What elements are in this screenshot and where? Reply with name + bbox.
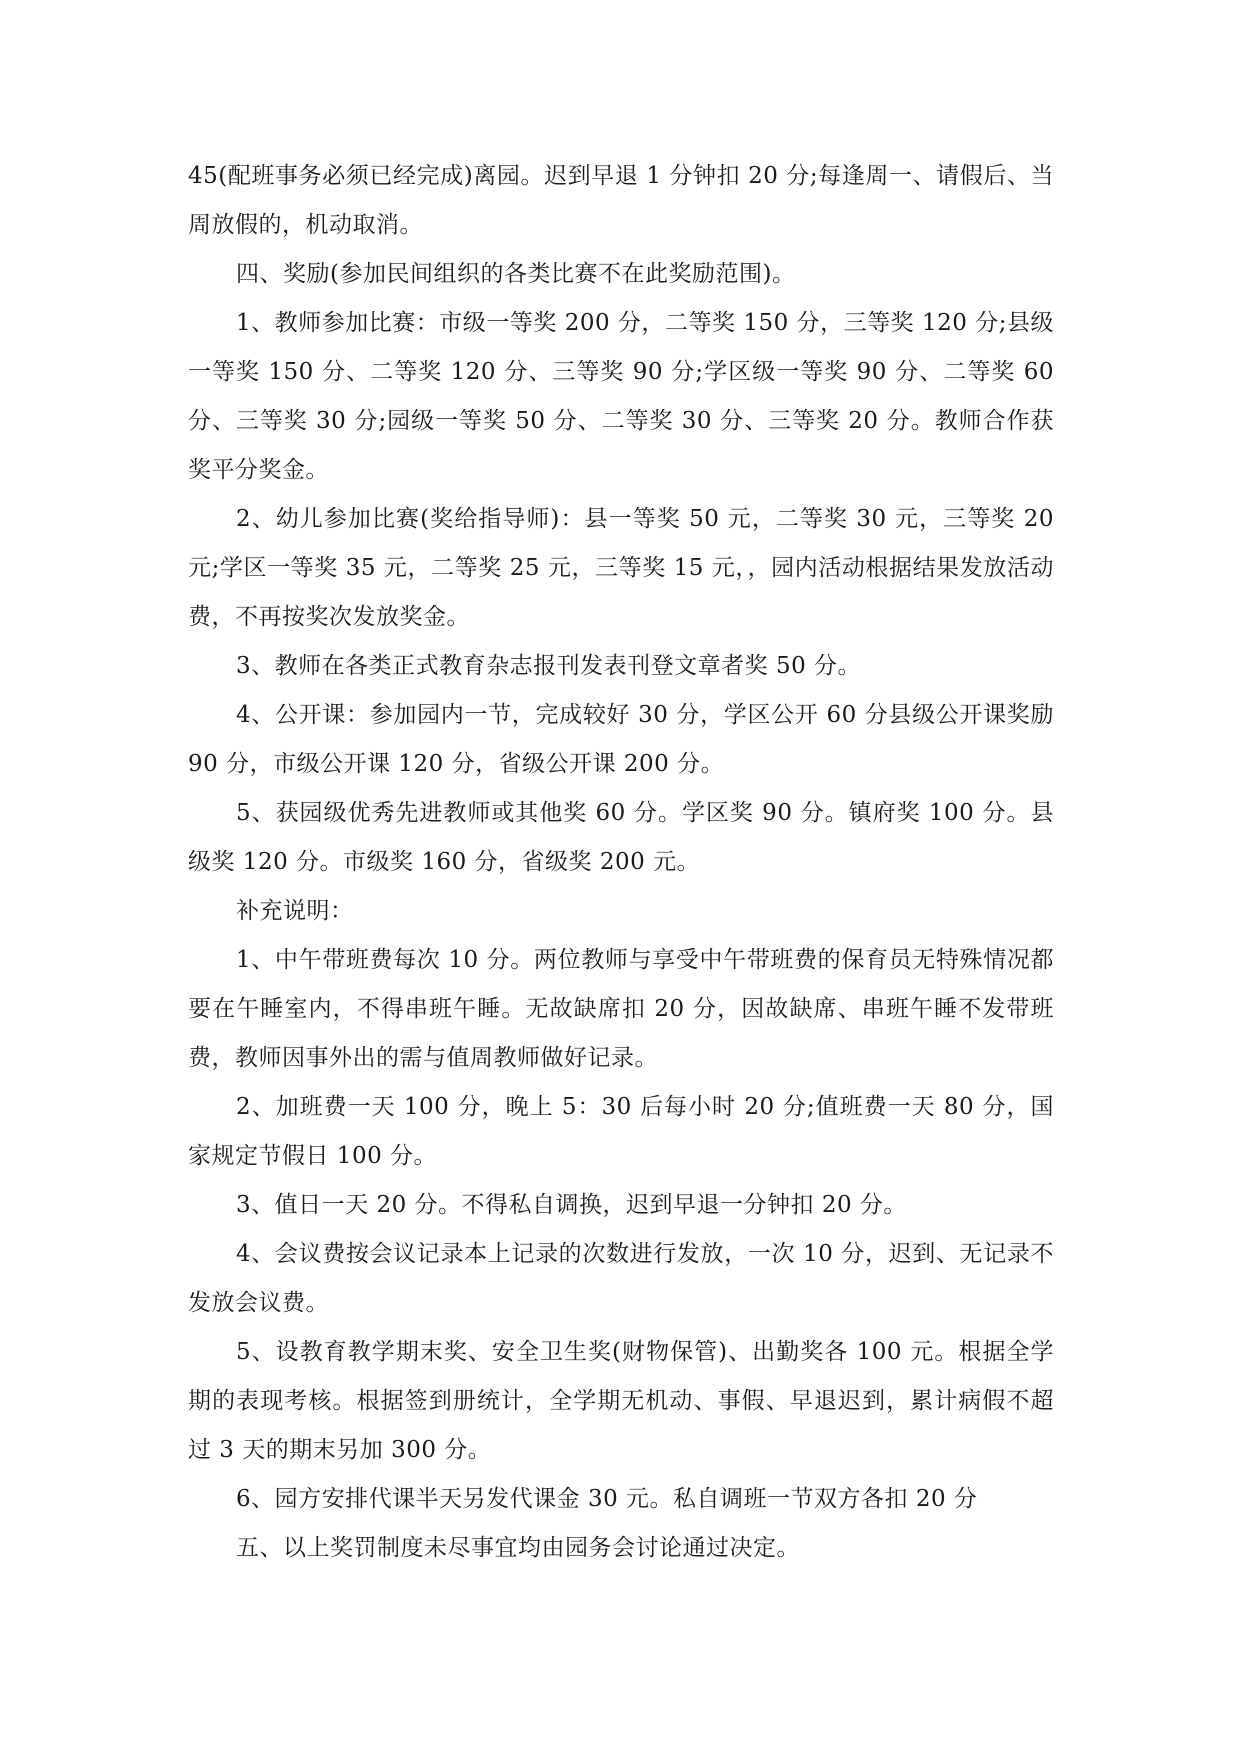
paragraph-reward-4: 4、公开课：参加园内一节，完成较好 30 分，学区公开 60 分县级公开课奖励 90 分，市级公开课 120 分，省级公开课 200 分。 <box>188 702 1054 777</box>
section-heading-rewards: 四、奖励(参加民间组织的各类比赛不在此奖励范围)。 <box>236 261 796 287</box>
document-body <box>188 152 1054 1573</box>
paragraph-continuation: 45(配班事务必须已经完成)离园。迟到早退 1 分钟扣 20 分;每逢周一、请假后、当周放假的，机动取消。 <box>188 163 1054 238</box>
paragraph-supplement-4: 4、会议费按会议记录本上记录的次数进行发放，一次 10 分，迟到、无记录不发放会议费。 <box>188 1241 1054 1316</box>
paragraph-supplement-6: 6、园方安排代课半天另发代课金 30 元。私自调班一节双方各扣 20 分 <box>236 1486 978 1512</box>
paragraph-supplement-2: 2、加班费一天 100 分，晚上 5：30 后每小时 20 分;值班费一天 80 分，国家规定节假日 100 分。 <box>188 1094 1054 1169</box>
paragraph-reward-1: 1、教师参加比赛：市级一等奖 200 分，二等奖 150 分，三等奖 120 分;县级一等奖 150 分、二等奖 120 分、三等奖 90 分;学区级一等奖 90 分、二等奖 60 分、三等奖 30 分;园级一等奖 50 分、二等奖 30 分、三等奖 20 分。教师合作获奖平分奖金。 <box>188 310 1054 483</box>
section-heading-final: 五、以上奖罚制度未尽事宜均由园务会讨论通过决定。 <box>236 1535 800 1561</box>
paragraph-supplement-1: 1、中午带班费每次 10 分。两位教师与享受中午带班费的保育员无特殊情况都要在午睡室内，不得串班午睡。无故缺席扣 20 分，因故缺席、串班午睡不发带班费，教师因事外出的需与值周教师做好记录。 <box>188 947 1054 1071</box>
paragraph-reward-2: 2、幼儿参加比赛(奖给指导师)：县一等奖 50 元，二等奖 30 元，三等奖 20 元;学区一等奖 35 元，二等奖 25 元，三等奖 15 元，，园内活动根据结果发放活动费，不再按奖次发放奖金。 <box>188 506 1054 630</box>
section-heading-supplement: 补充说明： <box>236 898 354 924</box>
paragraph-reward-3: 3、教师在各类正式教育杂志报刊发表刊登文章者奖 50 分。 <box>236 653 862 679</box>
paragraph-supplement-5: 5、设教育教学期末奖、安全卫生奖(财物保管)、出勤奖各 100 元。根据全学期的表现考核。根据签到册统计，全学期无机动、事假、早退迟到，累计病假不超过 3 天的期末另加 300 分。 <box>188 1339 1054 1463</box>
paragraph-supplement-3: 3、值日一天 20 分。不得私自调换，迟到早退一分钟扣 20 分。 <box>236 1192 907 1218</box>
paragraph-reward-5: 5、获园级优秀先进教师或其他奖 60 分。学区奖 90 分。镇府奖 100 分。县级奖 120 分。市级奖 160 分，省级奖 200 元。 <box>188 800 1054 875</box>
